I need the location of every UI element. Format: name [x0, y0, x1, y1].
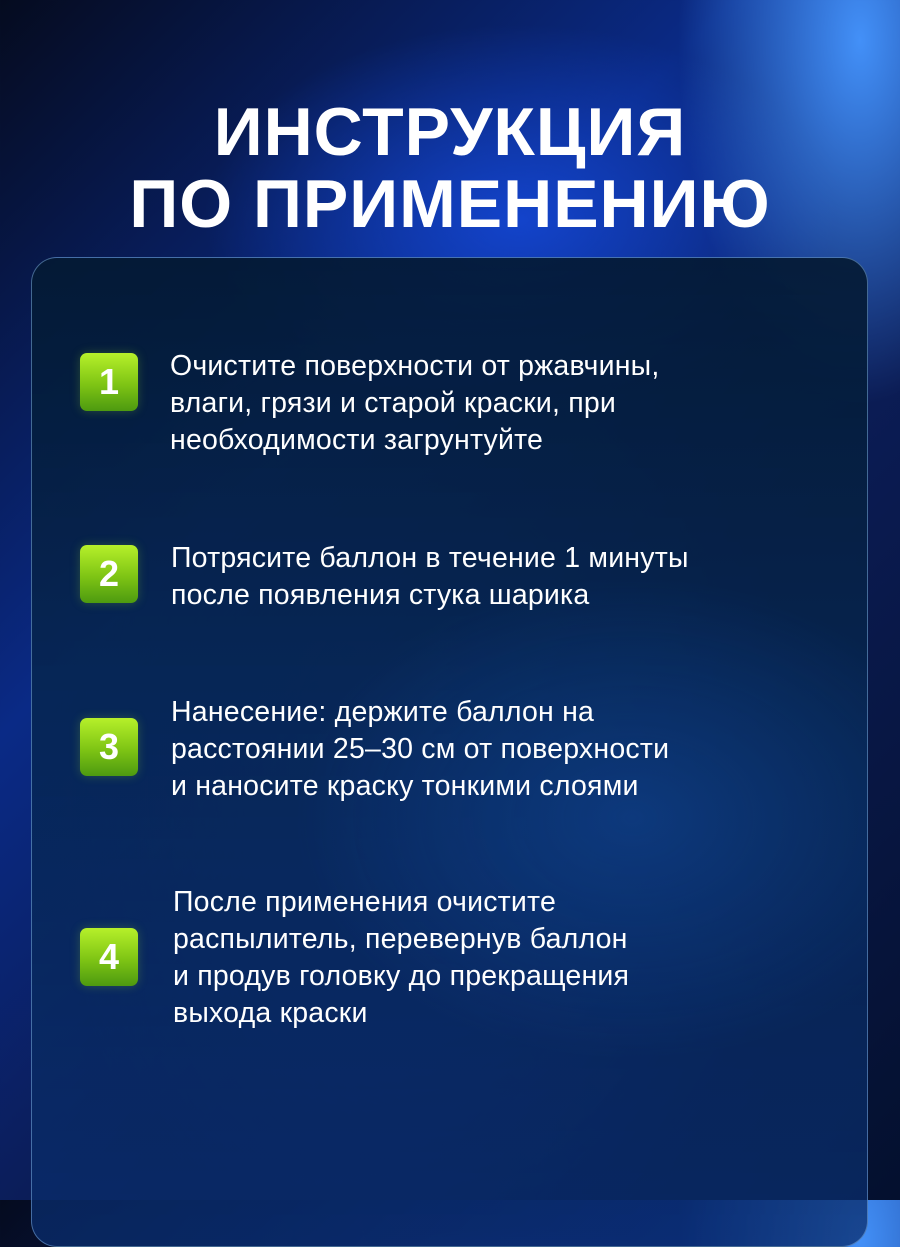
- step-number-badge: 1: [80, 353, 138, 411]
- step-number-badge: 3: [80, 718, 138, 776]
- step-text-line: расстоянии 25–30 см от поверхности: [171, 733, 670, 765]
- page-title-line-1: ИНСТРУКЦИЯ: [213, 94, 687, 170]
- step-text: [173, 884, 629, 1032]
- page-title-line-2: ПО ПРИМЕНЕНИЮ: [129, 166, 771, 242]
- step-text-line: После применения очистите: [173, 886, 557, 918]
- step-text-line: Нанесение: держите баллон на: [171, 696, 595, 728]
- step-number-badge: 4: [80, 928, 138, 986]
- step-text-line: распылитель, перевернув баллон: [173, 923, 628, 955]
- step-text-line: Очистите поверхности от ржавчины,: [170, 350, 660, 382]
- page-title: [0, 96, 900, 240]
- step-number-badge: 2: [80, 545, 138, 603]
- step-text-line: выхода краски: [173, 997, 368, 1029]
- step-text: [171, 694, 669, 805]
- step-text-line: и наносите краску тонкими слоями: [171, 770, 639, 802]
- step-text: [171, 540, 689, 614]
- step-text-line: влаги, грязи и старой краски, при: [170, 387, 617, 419]
- step-text-line: и продув головку до прекращения: [173, 960, 630, 992]
- step-text-line: необходимости загрунтуйте: [170, 424, 544, 456]
- step-text-line: после появления стука шарика: [171, 579, 590, 611]
- instructions-card: [31, 257, 868, 1247]
- step-text-line: Потрясите баллон в течение 1 минуты: [171, 542, 689, 574]
- step-text: [170, 348, 659, 459]
